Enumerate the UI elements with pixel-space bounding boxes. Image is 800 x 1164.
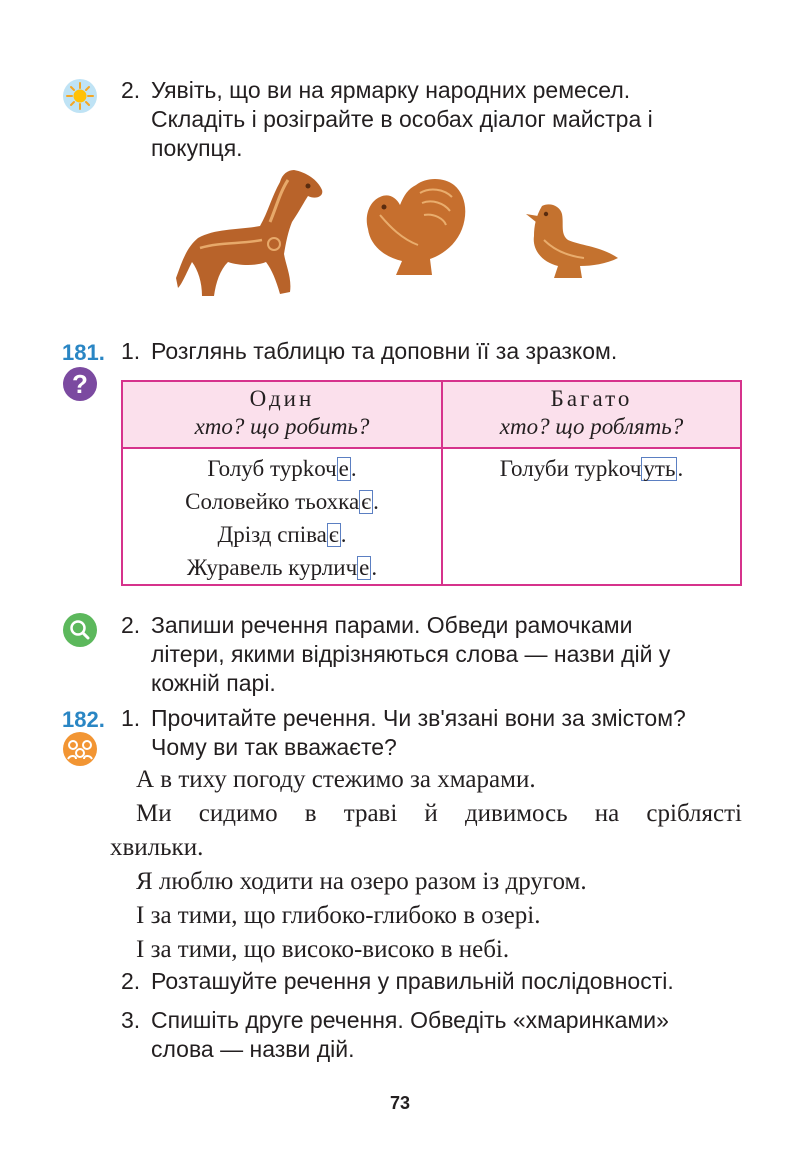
punct: . [340, 522, 347, 547]
verb-stem: Дрізд співа [217, 522, 327, 547]
svg-text:?: ? [72, 369, 88, 399]
exercise-number: 181. [62, 340, 105, 365]
task-text: Розглянь таблицю та доповни її за зразком. [151, 338, 618, 364]
gingerbread-horse-image [176, 162, 328, 302]
ex181-task1 [121, 337, 743, 366]
sentence: І за тими, що глибоко-глибоко в озері. [136, 902, 541, 929]
group-icon [62, 731, 98, 767]
task-line: Спишіть друге речення. Обведіть «хмаринками» [151, 1007, 669, 1033]
ex182-task1 [121, 704, 743, 762]
table-row [123, 551, 441, 584]
punct: . [350, 456, 357, 481]
task-number: 2. [121, 77, 141, 103]
task-number: 3. [121, 1007, 141, 1033]
sentences-block [110, 763, 742, 967]
ending-box: є [328, 522, 339, 547]
gingerbread-turkey-image [360, 175, 470, 279]
task-number: 2. [121, 612, 141, 638]
ending-box: е [338, 456, 349, 481]
sentence: хвильки. [110, 834, 204, 861]
sentence: І за тими, що високо-високо в небі. [136, 936, 510, 963]
verb-stem: Голуб турkоч [207, 456, 337, 481]
magnifier-icon [62, 612, 98, 648]
punct: . [677, 456, 684, 481]
task-line: кожній парі. [151, 670, 276, 696]
task-line: літери, якими відрізняються слова — назви дій у [151, 641, 671, 667]
ending-box: е [359, 555, 370, 580]
sun-icon [62, 78, 98, 114]
table-row [123, 452, 441, 485]
conjugation-table [121, 380, 742, 586]
task-line: слова — назви дій. [151, 1036, 355, 1062]
task-line: Прочитайте речення. Чи зв'язані вони за змістом? [151, 705, 686, 731]
verb-stem: Соловейко тьохка [185, 489, 360, 514]
task-number: 1. [121, 705, 141, 731]
verb-stem: Голуби турkоч [499, 456, 642, 481]
task-line: покупця. [151, 135, 243, 161]
header-title: Багато [550, 386, 633, 411]
table-col1-body [123, 452, 441, 584]
ex181-task2 [121, 611, 743, 698]
punct: . [371, 555, 378, 580]
ex182-task3 [121, 1006, 743, 1064]
task-line: Уявіть, що ви на ярмарку народних ремесел. [151, 77, 631, 103]
punct: . [373, 489, 379, 514]
ending-box: уть [643, 456, 676, 481]
table-col2-body [443, 452, 740, 485]
exercise-number: 182. [62, 707, 105, 732]
table-row [123, 485, 441, 518]
question-icon [62, 366, 98, 402]
table-row [443, 452, 740, 485]
gingerbread-bird-image [520, 200, 620, 280]
task-line: Чому ви так вважаєте? [151, 734, 397, 760]
task-number: 1. [121, 338, 141, 364]
task-top [121, 76, 743, 163]
header-col2 [443, 385, 740, 441]
header-question: хто? що роблять? [499, 414, 684, 439]
task-line: Запиши речення парами. Обведи рамочками [151, 612, 633, 638]
sentence: Я люблю ходити на озеро разом із другом. [136, 868, 587, 895]
verb-stem: Журавель курлич [186, 555, 358, 580]
page-number: 73 [389, 1093, 411, 1113]
task-number: 2. [121, 968, 141, 994]
sentence: Ми сидимо в траві й дивимось на сріблясті [136, 800, 742, 827]
task-text: Розташуйте речення у правильній послідовності. [151, 968, 674, 994]
header-col1 [123, 385, 441, 441]
ending-box: є [361, 489, 372, 514]
task-line: Складіть і розіграйте в особах діалог майстра і [151, 106, 653, 132]
ex182-task2 [121, 967, 751, 996]
table-row [123, 518, 441, 551]
header-question: хто? що робить? [194, 414, 370, 439]
sentence: А в тиху погоду стежимо за хмарами. [136, 766, 536, 793]
header-title: Один [249, 386, 315, 411]
